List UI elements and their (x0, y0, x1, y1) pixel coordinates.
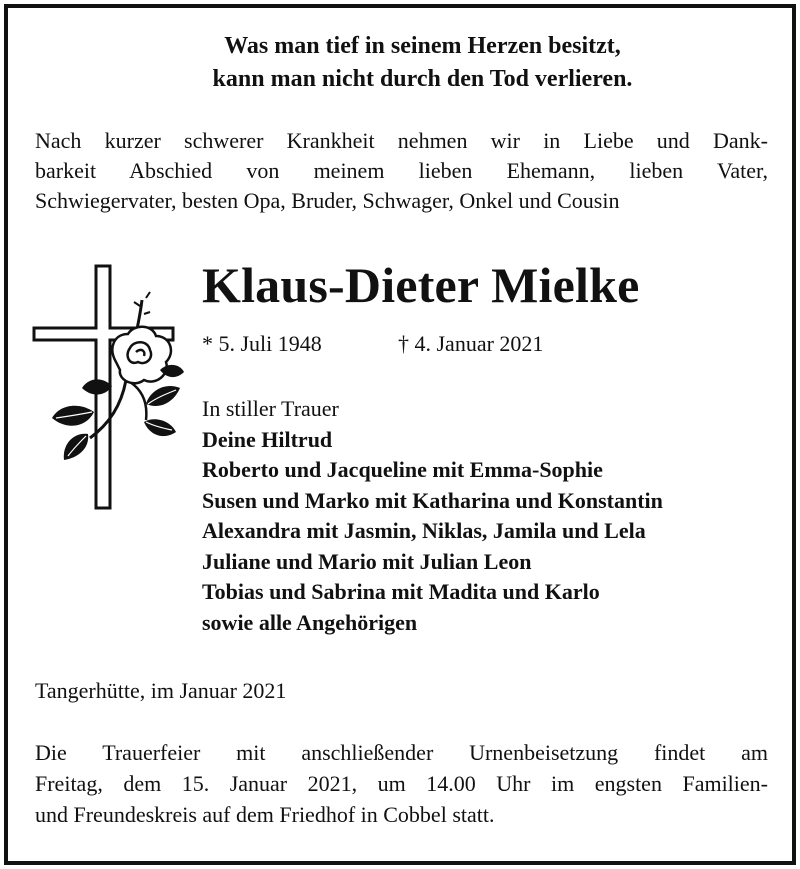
birth-date: * 5. Juli 1948 (202, 331, 322, 356)
mourners-list (202, 394, 663, 638)
intro-line: barkeit Abschied von meinem lieben Ehemann, lieben Vater, (35, 158, 768, 183)
motto (0, 30, 800, 96)
mourner-entry: Tobias und Sabrina mit Madita und Karlo (202, 579, 600, 604)
service-line: Die Trauerfeier mit anschließender Urnenbeisetzung findet am (35, 740, 768, 765)
mourner-entry: Juliane und Mario mit Julian Leon (202, 548, 532, 574)
mourner-entry: sowie alle Angehörigen (202, 609, 418, 635)
mourner-entry: Alexandra mit Jasmin, Niklas, Jamila und Lela (202, 518, 646, 543)
death-date: † 4. Januar 2021 (398, 331, 544, 356)
service-paragraph (35, 737, 768, 830)
cross-with-rose-icon (30, 262, 185, 512)
intro-paragraph (35, 126, 768, 216)
mourner-entry: Susen und Marko mit Katharina und Konstantin (202, 487, 663, 513)
mourner-entry: Deine Hiltrud (202, 426, 333, 452)
motto-line: Was man tief in seinem Herzen besitzt, (224, 33, 621, 59)
intro-line: Nach kurzer schwerer Krankheit nehmen wir in Liebe und Dank- (35, 128, 768, 153)
deceased-name: Klaus-Dieter Mielke (202, 257, 640, 313)
life-dates (202, 330, 544, 358)
mourner-entry: Roberto und Jacqueline mit Emma-Sophie (202, 457, 603, 482)
service-line: und Freundeskreis auf dem Friedhof in Cobbel statt. (35, 802, 495, 827)
mourners-heading: In stiller Trauer (202, 396, 339, 421)
place-and-date: Tangerhütte, im Januar 2021 (35, 678, 287, 703)
motto-line: kann man nicht durch den Tod verlieren. (212, 66, 633, 92)
service-line: Freitag, dem 15. Januar 2021, um 14.00 Uhr im engsten Familien- (35, 771, 768, 796)
intro-line: Schwiegervater, besten Opa, Bruder, Schwager, Onkel und Cousin (35, 188, 620, 213)
